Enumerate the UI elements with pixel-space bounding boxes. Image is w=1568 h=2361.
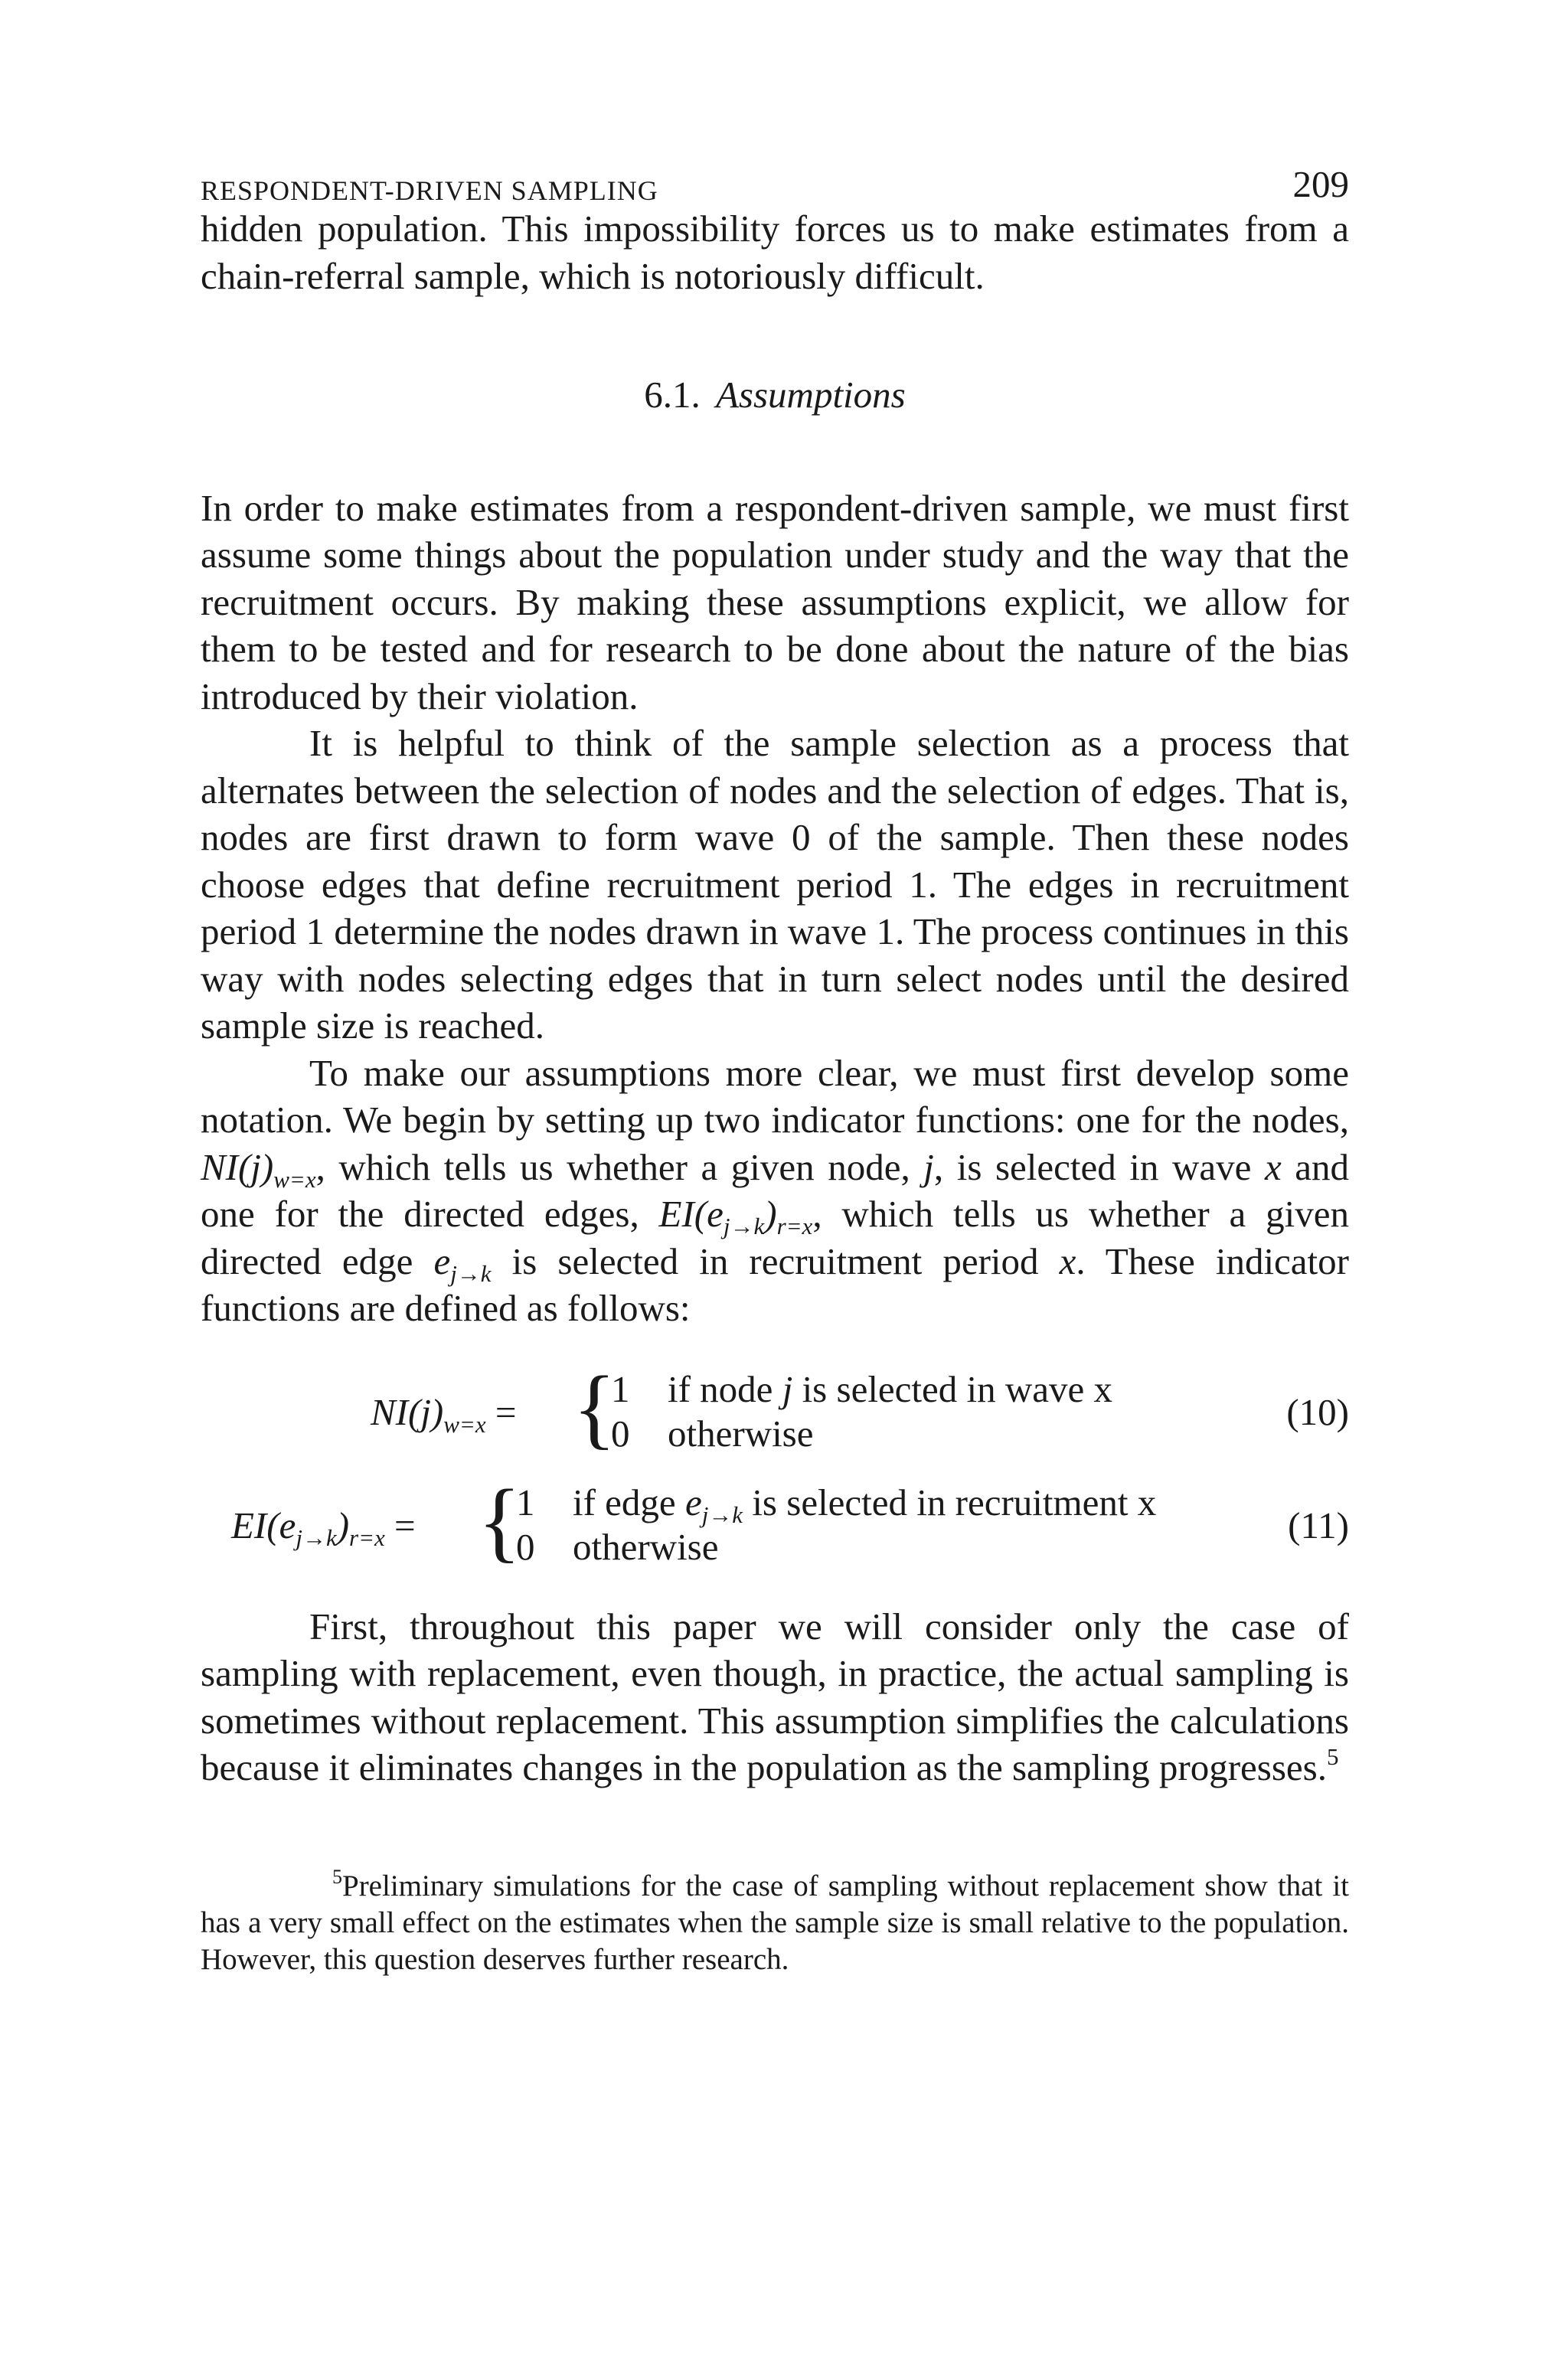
equation-10-brace: { xyxy=(573,1357,616,1458)
equation-11-close: ) xyxy=(336,1504,350,1546)
text-run: To make our assumptions more clear, we must first develop some notation. We begin by setting up two indicator functions: one for the nodes, xyxy=(201,1051,1349,1141)
text-run: if edge xyxy=(573,1481,685,1523)
equation-10-equals: = xyxy=(485,1390,517,1433)
equation-10-lhs xyxy=(371,1390,517,1438)
text-run: . These indicator functions are defined as follows: xyxy=(201,1239,1349,1329)
page xyxy=(201,153,1349,1978)
math-ei: EI(e xyxy=(658,1193,724,1235)
paragraph-continuation: hidden population. This impossibility forces us to make estimates from a chain-referral sample, which is notoriously difficult. xyxy=(201,207,1349,297)
math-j: j xyxy=(923,1145,934,1188)
math-ei-subscript-2: r=x xyxy=(776,1213,813,1239)
equation-11-brace: { xyxy=(478,1470,521,1571)
equation-11-subscript: j→k xyxy=(296,1523,337,1551)
footnote-mark: 5 xyxy=(332,1865,342,1888)
math-e-subscript: j→k xyxy=(701,1501,743,1528)
section-number: 6.1. xyxy=(644,374,701,416)
equation-10-case-2-value: 0 xyxy=(611,1412,630,1455)
equation-block xyxy=(201,1357,1349,1571)
footnote-text: Preliminary simulations for the case of sampling without replacement show that it has a very small effect on the estimates when the sample size is small relative to the population. However, this question deserves further research. xyxy=(201,1869,1349,1976)
math-e: e xyxy=(684,1481,702,1523)
equation-11-case-2-value: 0 xyxy=(516,1525,535,1568)
text-run: if node xyxy=(668,1367,782,1410)
running-title: RESPONDENT-DRIVEN SAMPLING xyxy=(201,175,658,206)
running-head xyxy=(201,153,1349,206)
equation-11-equals: = xyxy=(384,1504,416,1546)
text-run: is selected in recruitment period xyxy=(491,1239,1060,1282)
paragraph-sampling-replacement xyxy=(201,1603,1349,1791)
text-run: is selected in recruitment x xyxy=(743,1481,1157,1523)
equation-11-case-1-value: 1 xyxy=(516,1481,535,1523)
equation-11 xyxy=(201,1470,1349,1571)
equation-11-number: (11) xyxy=(1288,1504,1349,1546)
text-run: and one for the directed edges, xyxy=(201,1145,1349,1235)
equation-10-subscript: w=x xyxy=(443,1410,486,1438)
math-ni-subscript: w=x xyxy=(273,1165,316,1193)
text-run: is selected in wave x xyxy=(792,1367,1113,1410)
paragraph-notation xyxy=(201,1050,1349,1332)
equation-10-function: NI(j) xyxy=(371,1390,444,1433)
equation-11-function: EI(e xyxy=(231,1504,296,1546)
section-title: Assumptions xyxy=(715,374,906,416)
math-x: x xyxy=(1264,1145,1282,1188)
footnote-reference[interactable]: 5 xyxy=(1326,1743,1339,1770)
text-run: , which tells us whether a given directed edge xyxy=(201,1193,1349,1282)
math-j: j xyxy=(782,1367,793,1410)
math-ei-subscript: j→k xyxy=(723,1213,765,1239)
math-ei-close: ) xyxy=(764,1193,777,1235)
footnote xyxy=(201,1865,1349,1978)
paragraph-sample-selection: It is helpful to think of the sample selection as a process that alternates between the selection of nodes and the selection of edges. That is, nodes are first drawn to form wave 0 of the sample. Then these nodes choose edges that define recruitment period 1. The edges in recruitment period 1 determine the nodes drawn in wave 1. The process continues in this way with nodes selecting edges that in turn select nodes until the desired sample size is reached. xyxy=(201,722,1349,1047)
equation-11-subscript-2: r=x xyxy=(349,1523,385,1551)
page-number: 209 xyxy=(1292,163,1349,205)
equation-11-lhs xyxy=(231,1504,416,1551)
equation-10-number: (10) xyxy=(1286,1390,1349,1433)
section-heading xyxy=(201,371,1349,419)
equation-11-case-1-condition xyxy=(573,1481,1157,1528)
text-run: First, throughout this paper we will consider only the case of sampling with replacement, even though, in practice, the actual sampling is sometimes without replacement. This assumption simplifies the calculations because it eliminates changes in the population as the sampling progresses. xyxy=(201,1605,1349,1788)
equation-10-case-1-value: 1 xyxy=(611,1367,630,1410)
text-run: , which tells us whether a given node, xyxy=(315,1145,924,1188)
equation-10-case-1-condition xyxy=(668,1367,1112,1412)
math-e: e xyxy=(433,1239,451,1282)
equation-10-case-2-condition: otherwise xyxy=(668,1412,814,1455)
math-x: x xyxy=(1059,1239,1076,1282)
equation-11-case-2-condition: otherwise xyxy=(573,1525,719,1568)
paragraph-assumptions-intro: In order to make estimates from a respondent-driven sample, we must first assume some things about the population under study and the way that the recruitment occurs. By making these assumptions explicit, we allow for them to be tested and for research to be done about the nature of the bias introduced by their violation. xyxy=(201,486,1349,717)
math-ni: NI(j) xyxy=(201,1145,274,1188)
equation-10 xyxy=(201,1357,1349,1458)
math-e-subscript: j→k xyxy=(450,1259,492,1287)
footnote-separator xyxy=(201,1791,1349,1868)
text-run: , is selected in wave xyxy=(933,1145,1265,1188)
